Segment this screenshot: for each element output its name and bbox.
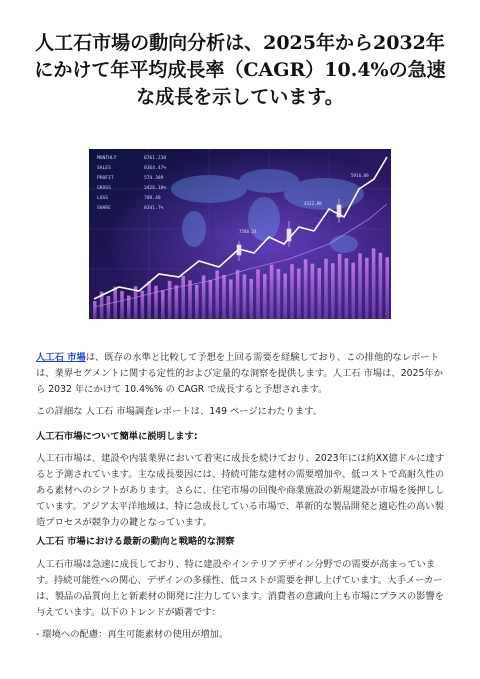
decorative-bar [249, 279, 253, 319]
bullet-item: - 環境への配慮：再生可能素材の使用が増加。 [36, 629, 229, 640]
panel-label: GROSS [97, 186, 111, 191]
panel-value: 8761.238 [144, 156, 167, 161]
decorative-bar [222, 275, 226, 319]
decorative-bar [120, 291, 124, 319]
decorative-bar [331, 263, 335, 319]
chart-label: 7586.24 [239, 229, 257, 234]
decorative-bar [154, 286, 158, 319]
section2-heading: 人工石 市場における最新の動向と戦略的な洞察 [36, 536, 235, 547]
decorative-bar [195, 285, 199, 319]
panel-label: SALES [97, 166, 111, 171]
decorative-bar [168, 281, 172, 319]
intro-paragraph [36, 350, 448, 398]
panel-value: 574.389 [144, 176, 164, 181]
decorative-bar [181, 276, 185, 319]
panel-value: 8341.7% [144, 206, 164, 211]
panel-value: 789.48 [144, 196, 161, 201]
decorative-bar [283, 274, 287, 319]
decorative-bar [290, 264, 294, 319]
decorative-bar [229, 279, 233, 319]
decorative-bar [304, 259, 308, 319]
decorative-bar [277, 269, 281, 319]
decorative-bar [107, 296, 111, 319]
panel-value: 3426.18% [144, 186, 167, 191]
decorative-bar [358, 253, 362, 319]
decorative-bar [385, 257, 389, 319]
panel-label: SHARE [97, 206, 111, 211]
decorative-bar [175, 285, 179, 319]
section2-body: 人工石市場は急速に成長しており、特に建設やインテリアデザイン分野での需要が高まっています。持続可能性への関心、デザインの多様性、低コストが需要を押し上げています。大手メーカーは、製品の品質向上と新素材の開発に注力しています。消費者の意識向上も市場にプラスの影響を与えています。以下のトレンドが顕著です： [36, 559, 445, 618]
page-title: 人工石市場の動向分析は、2025年から2032年にかけて年平均成長率（CAGR）10.4%の急速な成長を示しています。 [34, 32, 446, 108]
panel-label: LOSS [97, 196, 109, 201]
section1-body: 人工石市場は、建設や内装業界において着実に成長を続けており、2023年には約XX億ドルに達すると予測されています。主な成長要因には、持続可能な建材の需要増加や、低コストで高耐久性のある素材へのシフトがあります。さらに、住宅市場の回復や商業施設の新規建設が市場を後押ししています。アジア太平洋地域は、特に急成長している市場で、革新的な製品開発と適応性の高い製造プロセスが競争力の鍵となっています。 [36, 453, 445, 528]
market-link[interactable]: 人工石 市場 [36, 352, 86, 363]
decorative-bar [365, 258, 369, 319]
decorative-bar [147, 281, 151, 319]
decorative-bar [161, 290, 165, 319]
decorative-bar [243, 274, 247, 319]
decorative-bar [93, 301, 97, 319]
hero-image [89, 149, 391, 319]
chart-label: 5916.09 [351, 173, 369, 178]
decorative-bar [270, 265, 274, 319]
decorative-bar [324, 259, 328, 319]
panel-value: 8364.47% [144, 166, 167, 171]
panel-label: MONTHLY [97, 156, 117, 161]
panel-label: PROFIT [97, 176, 114, 181]
section1-heading: 人工石市場について簡単に説明します: [36, 431, 198, 442]
decorative-bar [256, 270, 260, 319]
decorative-bar [263, 274, 267, 319]
decorative-bar [209, 280, 213, 319]
decorative-bar [236, 270, 240, 319]
decorative-bar [297, 269, 301, 319]
chart-label: 4312.88 [304, 201, 322, 206]
stock-chart-illustration [89, 149, 391, 319]
decorative-bar [113, 287, 117, 319]
decorative-bar [351, 263, 355, 319]
decorative-bar [372, 248, 376, 319]
decorative-bar [345, 258, 349, 319]
decorative-bar [311, 264, 315, 319]
decorative-bar [379, 253, 383, 319]
decorative-bar [317, 268, 321, 319]
pages-note: この詳細な 人工石 市場調査レポートは、149 ページにわたります。 [36, 406, 322, 417]
intro-text: は、既存の水準と比較して予想を上回る需要を経験しており、この排他的なレポートは、業界セグメントに関する定性的および定量的な洞察を提供します。人工石 市場は、2025年から 2032 年にかけて 10.4%% の CAGR で成長すると予想されます。 [36, 352, 443, 395]
decorative-bar [338, 254, 342, 319]
decorative-bar [188, 280, 192, 319]
